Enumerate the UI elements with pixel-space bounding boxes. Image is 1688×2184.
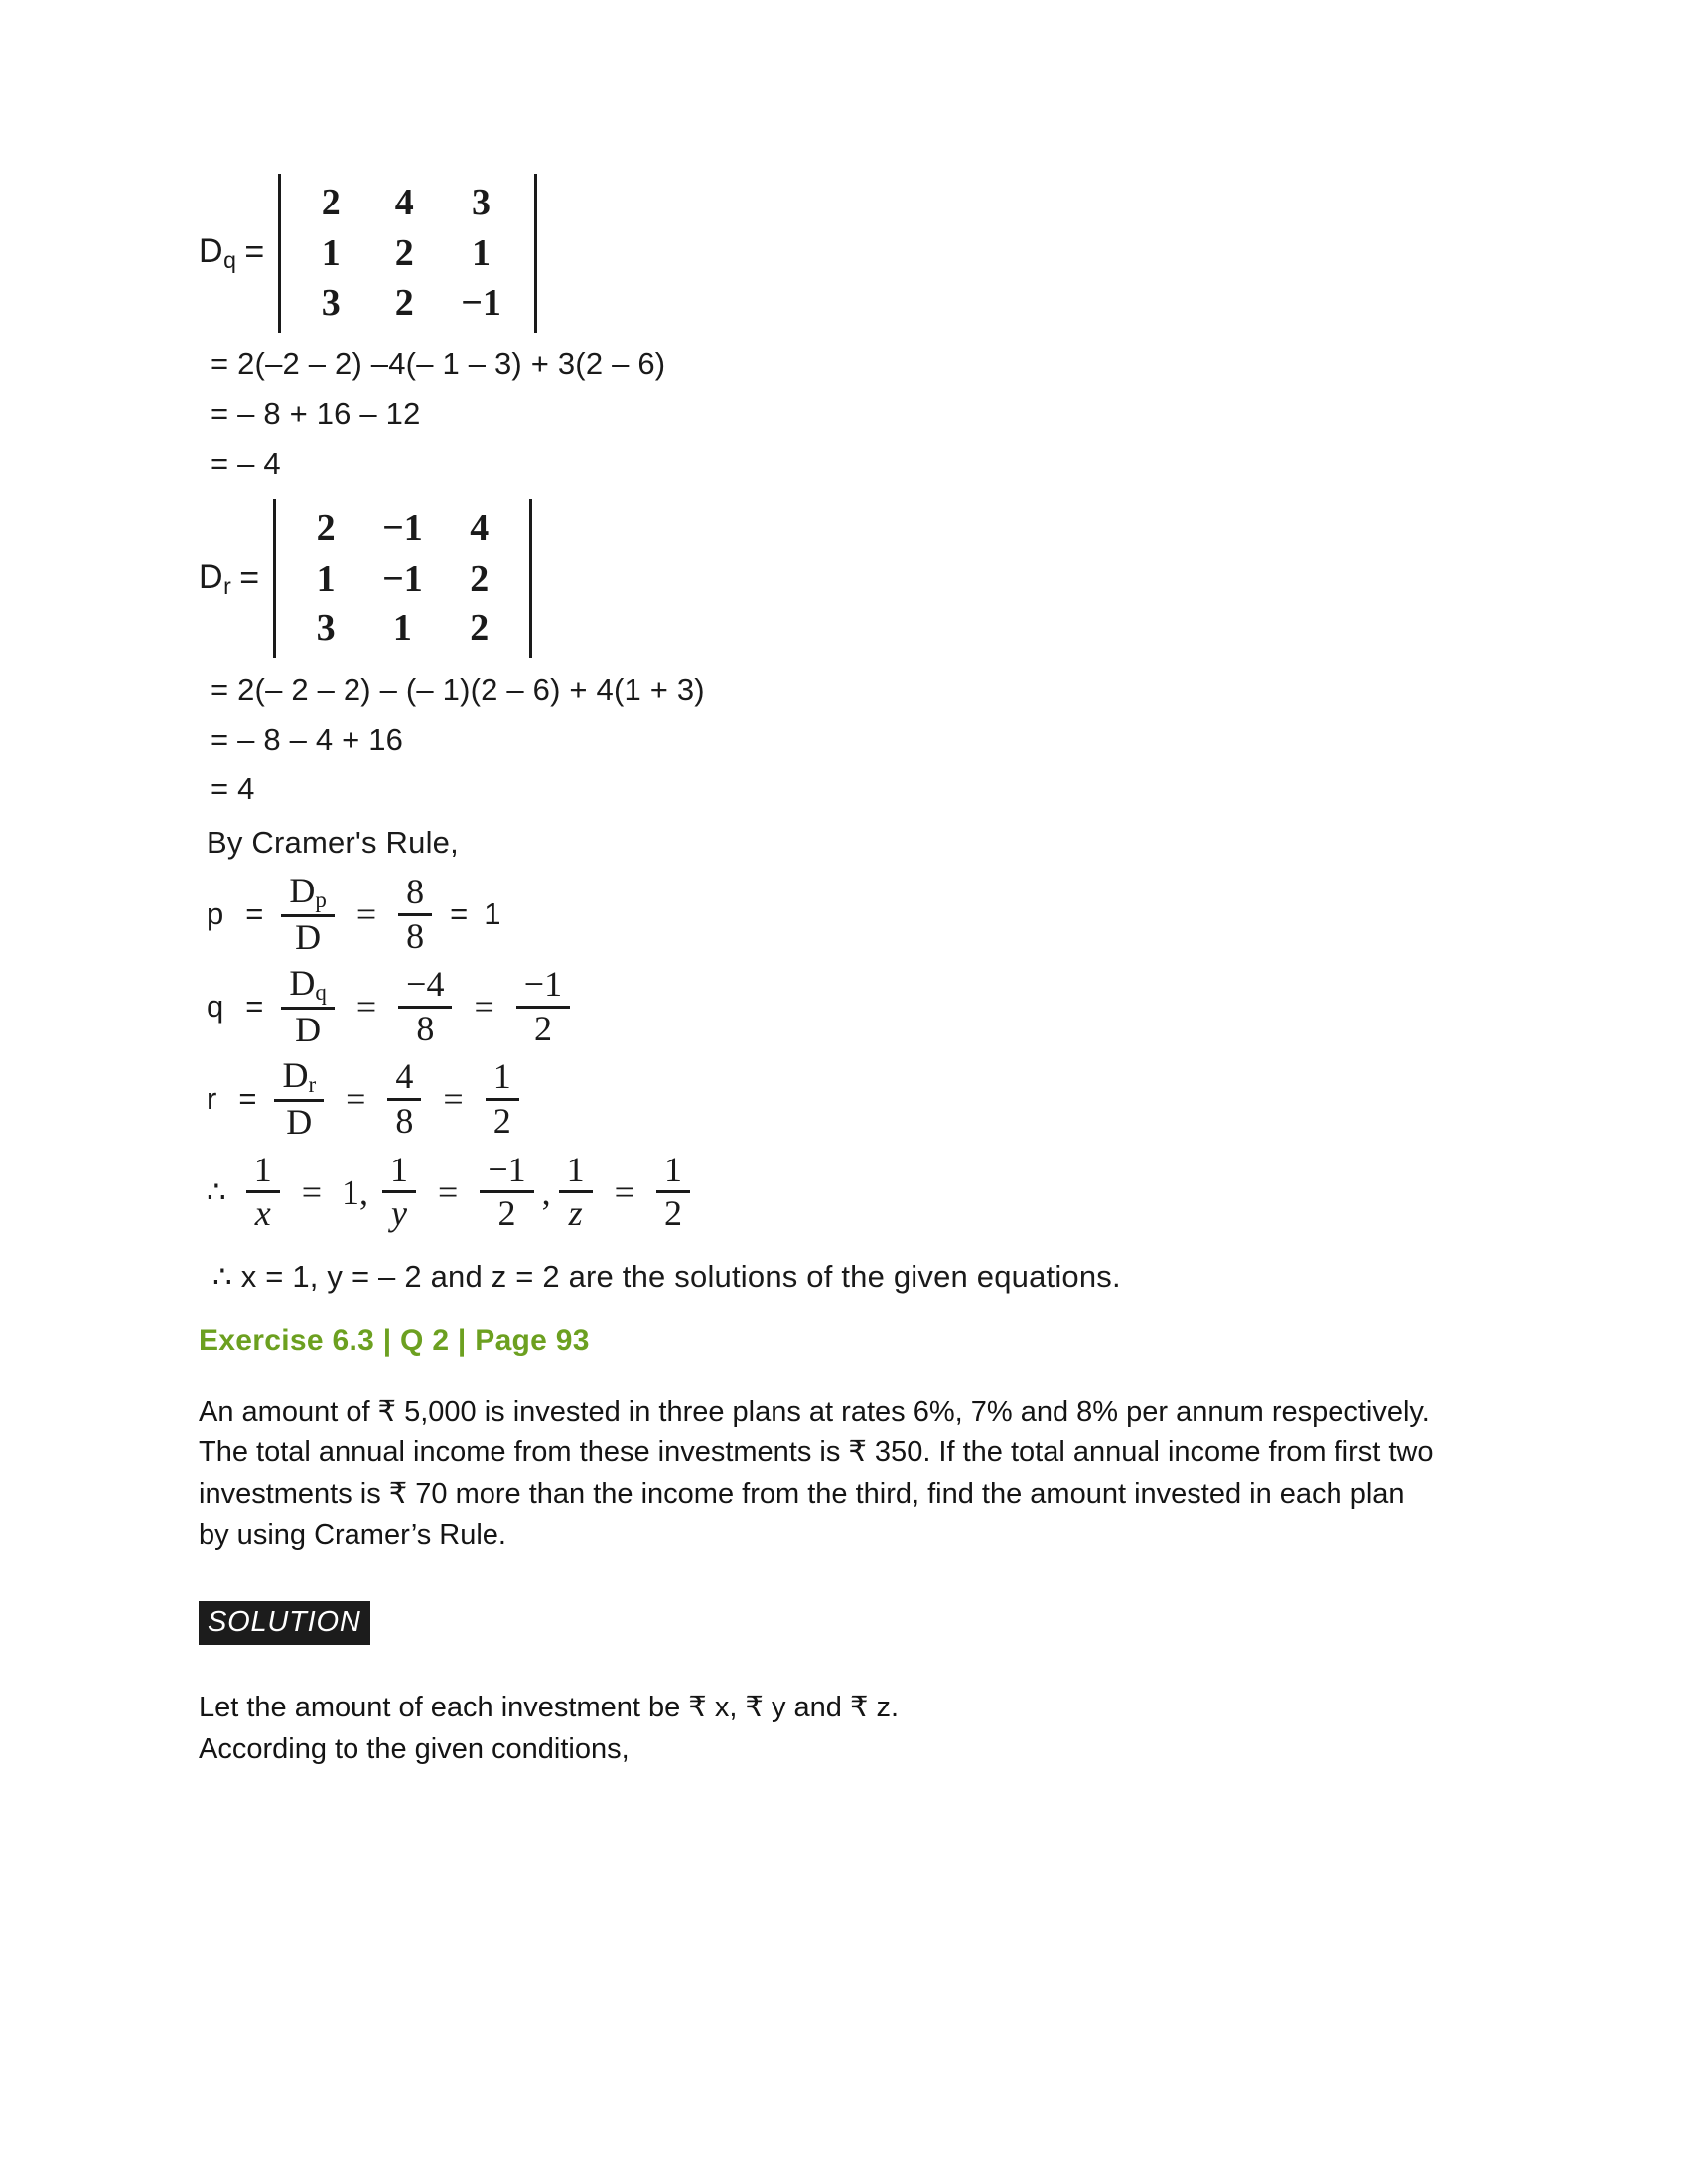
cramer-p-eq2: = <box>355 894 377 935</box>
cramer-q-num-letter: D <box>289 962 316 1003</box>
matrix-cell: 1 <box>392 608 412 650</box>
recip-val1: 1, <box>342 1171 369 1212</box>
matrix-cell: 2 <box>470 557 490 600</box>
frac-neg1-over-2-num: −1 <box>480 1150 533 1194</box>
determinant-dq-label <box>199 232 236 274</box>
dr-matrix <box>273 499 532 658</box>
dr-step-1: = 2(– 2 – 2) – (– 1)(2 – 6) + 4(1 + 3) <box>211 671 705 707</box>
matrix-cell: 1 <box>472 231 492 274</box>
cramer-r-num-sub: r <box>308 1071 317 1097</box>
cramer-r-den3: 2 <box>492 1100 511 1141</box>
cramer-r-eq1: = <box>238 1081 257 1117</box>
matrix-cell: 2 <box>394 231 414 274</box>
matrix-cell: 1 <box>316 557 336 600</box>
reciprocal-row <box>207 1150 1460 1236</box>
cramer-p-eq3: = <box>450 896 469 932</box>
solution-line-2: According to the given conditions, <box>199 1732 630 1765</box>
cramer-q-num2: −4 <box>398 964 452 1009</box>
cramer-p-num <box>281 871 335 917</box>
solution-badge: SOLUTION <box>199 1601 370 1645</box>
matrix-row <box>294 228 521 279</box>
frac-1-over-y-num: 1 <box>382 1150 416 1194</box>
cramer-p-num2: 8 <box>398 872 432 916</box>
cramer-row-r <box>207 1055 1460 1144</box>
frac-1-over-x-num: 1 <box>246 1150 280 1194</box>
dr-step-2: = – 8 – 4 + 16 <box>211 721 404 756</box>
frac-neg1-over-2 <box>480 1150 533 1236</box>
cramer-q-frac-neg1-2 <box>516 964 570 1050</box>
matrix-cell: 3 <box>472 182 492 223</box>
matrix-row <box>289 604 516 654</box>
matrix-cell: 4 <box>394 182 414 223</box>
dr-step-3: = 4 <box>211 770 255 806</box>
cramer-r-den2: 8 <box>395 1100 414 1141</box>
matrix-cell: 3 <box>321 282 341 325</box>
cramer-r-eq2: = <box>346 1079 366 1120</box>
determinant-dr-label <box>199 558 231 600</box>
matrix-cell: −1 <box>382 557 423 600</box>
cramer-r-num <box>274 1055 324 1102</box>
cramer-r-eq3: = <box>443 1079 464 1120</box>
frac-1-over-y <box>382 1150 416 1236</box>
frac-neg1-over-2-den: 2 <box>497 1193 516 1234</box>
matrix-cell: 2 <box>470 608 490 650</box>
matrix-cell: −1 <box>461 282 501 325</box>
matrix-row <box>294 278 521 329</box>
cramer-r-frac-dr-d <box>274 1055 324 1144</box>
frac-1-over-x-den: x <box>254 1193 271 1234</box>
matrix-cell: 2 <box>316 506 336 549</box>
solution-body <box>199 1687 1460 1770</box>
solution-conclusion: ∴ x = 1, y = – 2 and z = 2 are the solutions of the given equations. <box>212 1259 1121 1295</box>
cramer-q-den2: 8 <box>416 1008 435 1048</box>
frac-1-over-y-den: y <box>391 1193 408 1234</box>
document-content <box>199 174 1460 1770</box>
cramer-q-eq2: = <box>355 987 377 1027</box>
therefore-symbol: ∴ <box>207 1173 226 1209</box>
cramer-var-q: q <box>207 989 224 1024</box>
dq-subscript: q <box>223 246 237 273</box>
matrix-cell: 2 <box>394 282 414 325</box>
dr-letter: D <box>199 557 224 596</box>
cramer-q-num3: −1 <box>516 964 570 1009</box>
dq-equals: = <box>244 233 265 272</box>
frac-1-over-z <box>559 1150 593 1236</box>
matrix-cell: −1 <box>382 506 423 549</box>
dq-letter: D <box>199 231 224 270</box>
cramer-p-frac-dp-d <box>281 871 335 959</box>
cramer-r-frac-1-2 <box>486 1056 519 1143</box>
cramer-p-eq1: = <box>245 896 264 932</box>
cramer-r-num-letter: D <box>282 1054 309 1095</box>
solution-line-1: Let the amount of each investment be ₹ x, ₹ y and ₹ z. <box>199 1691 900 1723</box>
cramer-q-eq1: = <box>245 989 264 1024</box>
cramer-q-frac-neg4-8 <box>398 964 452 1050</box>
dq-step-1: = 2(–2 – 2) –4(– 1 – 3) + 3(2 – 6) <box>211 345 666 381</box>
frac-1-over-z-den: z <box>568 1193 583 1234</box>
cramer-rule-heading: By Cramer's Rule, <box>207 824 459 860</box>
dq-step-3: = – 4 <box>211 445 281 480</box>
recip-eq2: = <box>438 1171 459 1212</box>
frac-1-over-2-num: 1 <box>656 1150 690 1194</box>
recip-eq3: = <box>614 1171 634 1212</box>
matrix-row <box>289 554 516 605</box>
cramer-q-num <box>281 963 335 1010</box>
cramer-p-den2: 8 <box>406 915 425 956</box>
cramer-q-den3: 2 <box>533 1008 552 1048</box>
frac-1-over-x <box>246 1150 280 1236</box>
dq-step-2: = – 8 + 16 – 12 <box>211 395 421 431</box>
cramer-p-result: 1 <box>484 896 501 932</box>
matrix-row <box>294 178 521 228</box>
cramer-p-num-sub: p <box>315 887 327 912</box>
cramer-row-p <box>207 871 1460 959</box>
frac-1-over-2 <box>656 1150 690 1236</box>
determinant-dr <box>199 499 1460 658</box>
cramer-q-den: D <box>295 1009 322 1049</box>
cramer-r-frac-4-8 <box>387 1056 421 1143</box>
determinant-dq <box>199 174 1460 333</box>
cramer-r-num2: 4 <box>387 1056 421 1101</box>
cramer-var-r: r <box>207 1081 217 1117</box>
matrix-cell: 4 <box>470 506 490 549</box>
recip-eq1: = <box>301 1171 323 1212</box>
cramer-row-q <box>207 963 1460 1051</box>
cramer-r-num3: 1 <box>486 1056 519 1101</box>
cramer-q-eq3: = <box>474 987 494 1027</box>
question-text: An amount of ₹ 5,000 is invested in three plans at rates 6%, 7% and 8% per annum respectively. The total annual income from these investments is ₹ 350. If the total annual income from first two investments is ₹ 70 more than the income from the third, find the amount invested in each plan by using Cramer’s Rule. <box>199 1396 1434 1551</box>
dq-matrix <box>278 174 537 333</box>
cramer-p-frac-8-8 <box>398 872 432 958</box>
matrix-cell: 1 <box>321 231 341 274</box>
matrix-cell: 2 <box>321 182 341 223</box>
cramer-q-num-sub: q <box>315 979 327 1005</box>
solution-badge-wrap <box>199 1601 1460 1645</box>
cramer-p-num-letter: D <box>289 870 316 910</box>
cramer-var-p: p <box>207 896 224 932</box>
frac-1-over-2-den: 2 <box>663 1193 682 1234</box>
exercise-header: Exercise 6.3 | Q 2 | Page 93 <box>199 1324 590 1358</box>
dr-subscript: r <box>223 572 232 599</box>
matrix-row <box>289 503 516 554</box>
matrix-cell: 3 <box>316 608 336 650</box>
cramer-q-frac-dq-d <box>281 963 335 1051</box>
dr-equals: = <box>239 559 260 598</box>
cramer-p-den: D <box>295 916 322 957</box>
cramer-r-den: D <box>286 1101 313 1142</box>
recip-comma: , <box>541 1171 551 1212</box>
frac-1-over-z-num: 1 <box>559 1150 593 1194</box>
